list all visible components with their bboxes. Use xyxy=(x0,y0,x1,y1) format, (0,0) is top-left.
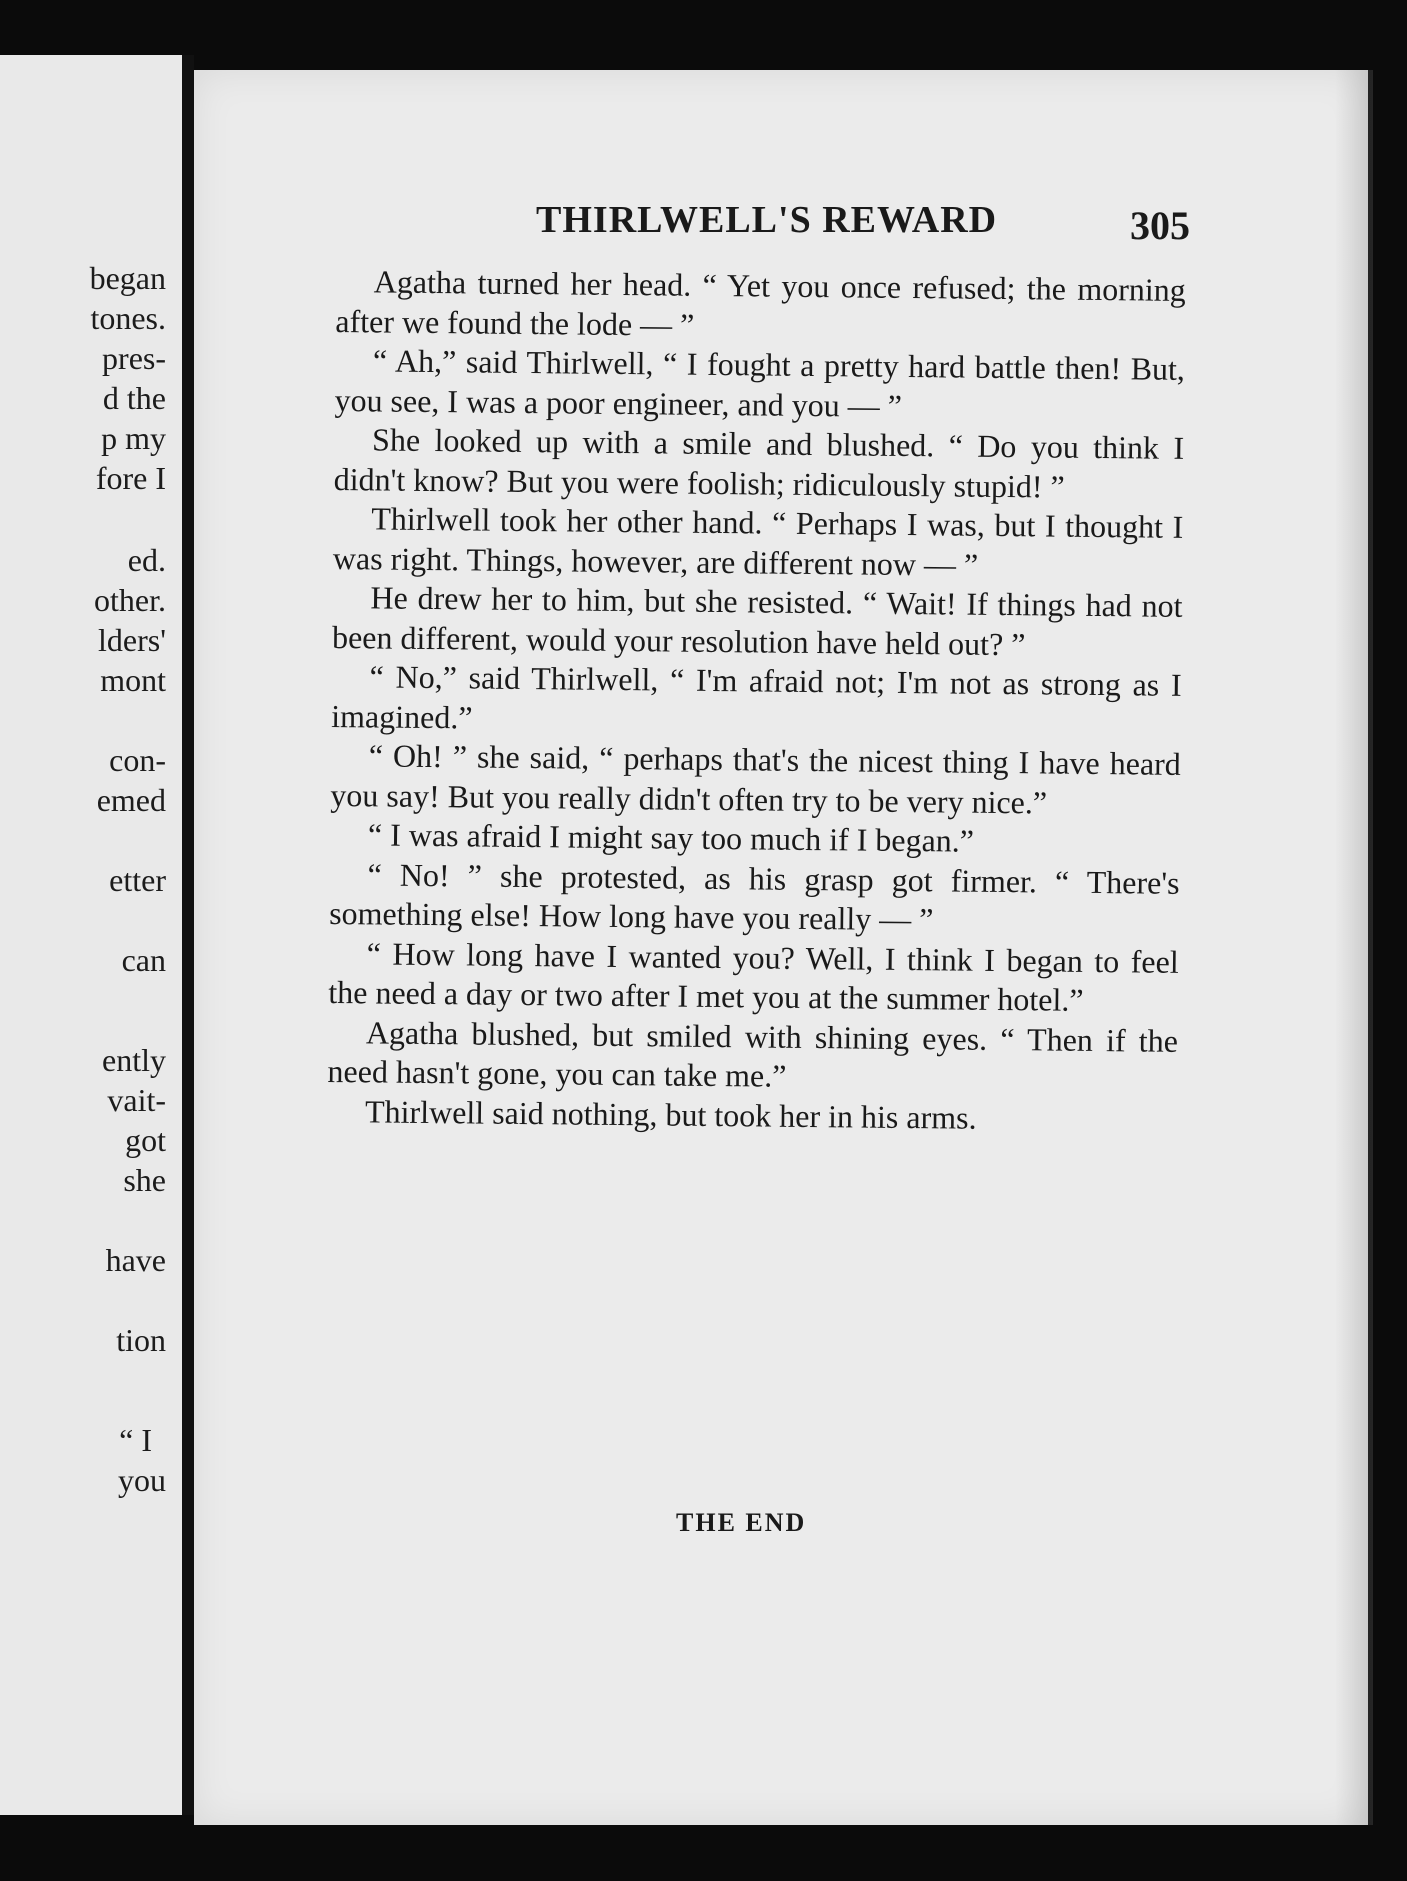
left-page-text-fragment: can xyxy=(121,942,166,978)
paragraph-text: Agatha turned her head. “ Yet you once refused; the morning after we found the lode — ” xyxy=(335,263,1186,343)
paragraph-text: “ No! ” she protested, as his grasp got firmer. “ There's something else! How long have you really — ” xyxy=(328,855,1180,938)
left-page-text-fragment: got xyxy=(125,1122,166,1158)
left-page-text-fragment: mont xyxy=(100,662,166,698)
paragraph xyxy=(334,341,1185,429)
paragraph-text: “ How long have I wanted you? Well, I think I began to feel the need a day or two after I met you at the summer hotel.” xyxy=(328,934,1179,1018)
paragraph-text: “ I was afraid I might say too much if I began.” xyxy=(367,816,975,859)
paragraph-text: “ No,” said Thirlwell, “ I'm afraid not; I'm not as strong as I imagined.” xyxy=(331,658,1182,735)
body-text xyxy=(324,262,1186,1461)
paragraph xyxy=(332,578,1183,666)
left-page-text-fragment: fore I xyxy=(95,460,166,496)
page-number: 305 xyxy=(1130,203,1190,248)
paragraph-text: Agatha blushed, but smiled with shining eyes. “ Then if the need hasn't gone, you can take me.” xyxy=(327,1013,1179,1094)
left-page-text-fragment: emed xyxy=(96,782,166,818)
paragraph-text: He drew her to him, but she resisted. “ Wait! If things had not been different, would your resolution have held out? ” xyxy=(331,579,1183,662)
paragraph xyxy=(331,657,1182,745)
page-edge-shadow xyxy=(1335,70,1373,1825)
left-page-text-fragment: have xyxy=(105,1242,166,1278)
paragraph xyxy=(327,1091,1177,1139)
left-page-text-fragment: p my xyxy=(101,420,166,456)
paragraph-text: Thirlwell took her other hand. “ Perhaps I was, but I thought I was right. Things, however, are different now — ” xyxy=(332,500,1184,583)
paragraph-text: She looked up with a smile and blushed. “ Do you think I didn't know? But you were foolish; ridiculously stupid! ” xyxy=(333,421,1185,505)
left-page-text-fragment: etter xyxy=(109,862,166,898)
left-page-text-fragment: “ I xyxy=(119,1422,152,1458)
paragraph-text: “ Oh! ” she said, “ perhaps that's the nicest thing I have heard you say! But you really didn't often try to be very nice.” xyxy=(330,737,1181,820)
paragraph-text: Thirlwell said nothing, but took her in his arms. xyxy=(364,1092,977,1136)
left-page-text-fragment: d the xyxy=(102,380,166,416)
left-page-text-fragment: vait- xyxy=(107,1082,166,1118)
running-head: THIRLWELL'S REWARD xyxy=(536,199,998,241)
paragraph xyxy=(327,1012,1178,1100)
left-page-text-fragment: other. xyxy=(94,582,166,618)
paragraph xyxy=(328,933,1179,1021)
paragraph xyxy=(333,499,1184,587)
the-end-label: THE END xyxy=(676,1508,807,1537)
page-header xyxy=(536,198,1196,248)
left-page-text-fragment: you xyxy=(118,1462,166,1498)
left-page-text-fragment: pres- xyxy=(102,340,166,376)
left-page-text-fragment: ed. xyxy=(127,542,166,578)
paragraph xyxy=(335,262,1186,350)
left-page-text-fragment: began xyxy=(89,260,166,296)
paragraph xyxy=(329,854,1180,942)
book-gutter xyxy=(182,55,194,1815)
paragraph xyxy=(330,736,1181,824)
paragraph xyxy=(334,420,1185,508)
left-page-text-fragment: tion xyxy=(116,1322,166,1358)
left-page-text-fragment: ently xyxy=(102,1042,166,1078)
left-page-text-fragment: con- xyxy=(109,742,166,778)
left-facing-page xyxy=(0,55,182,1815)
paragraph-text: “ Ah,” said Thirlwell, “ I fought a pretty hard battle then! But, you see, I was a poor engineer, and you — ” xyxy=(334,342,1186,424)
left-page-text-fragment: she xyxy=(123,1162,166,1198)
left-page-text-fragment: tones. xyxy=(90,300,166,336)
left-page-text-fragment: lders' xyxy=(98,622,166,658)
